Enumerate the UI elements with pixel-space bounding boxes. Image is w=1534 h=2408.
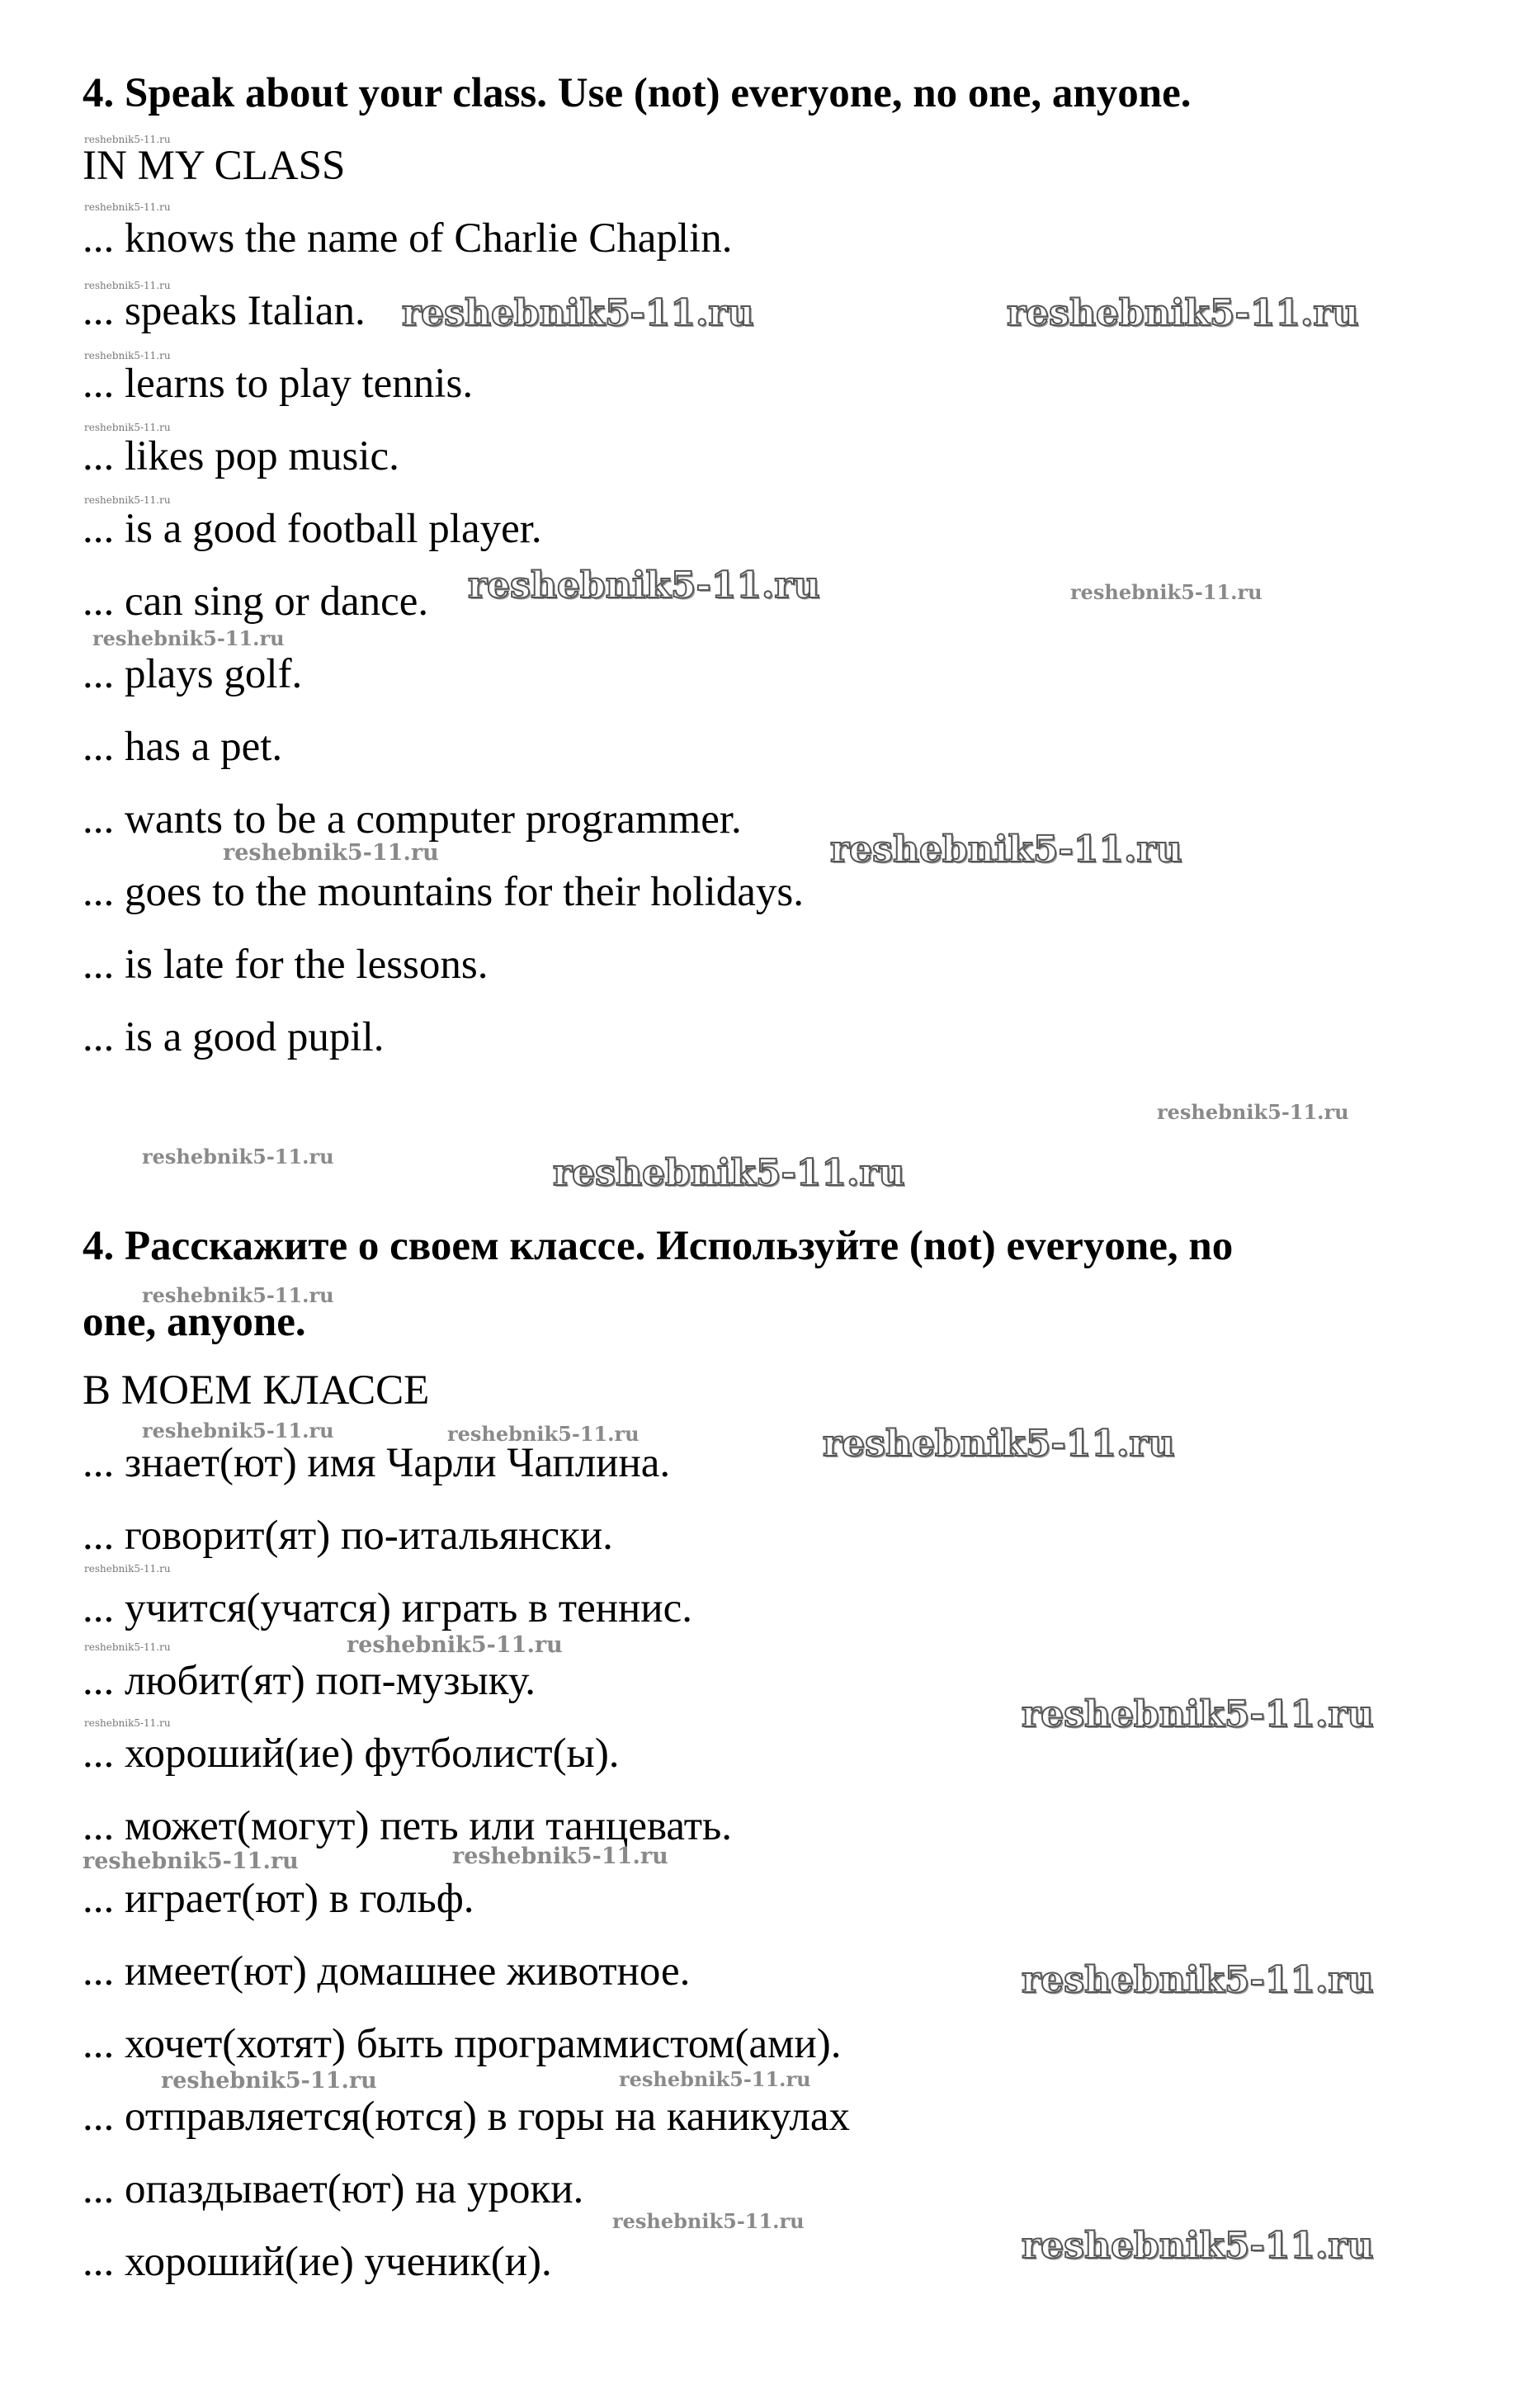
russian-line: ... опаздывает(ют) на уроки. — [83, 2166, 584, 2212]
russian-line: ... хороший(ие) ученик(и). — [83, 2239, 552, 2285]
english-subheading: IN MY CLASS — [83, 143, 346, 189]
watermark: reshebnik5-11.ru — [84, 280, 171, 291]
watermark: reshebnik5-11.ru — [84, 201, 171, 213]
watermark: reshebnik5-11.ru — [84, 494, 171, 506]
watermark: reshebnik5-11.ru — [84, 1563, 171, 1575]
watermark: reshebnik5-11.ru — [447, 1422, 640, 1446]
russian-line: ... учится(учатся) играть в теннис. — [83, 1585, 692, 1631]
english-line: ... can sing or dance. — [83, 578, 429, 625]
russian-line: ... любит(ят) поп-музыку. — [83, 1658, 536, 1704]
english-line: ... is late for the lessons. — [83, 942, 489, 988]
english-line: ... has a pet. — [83, 724, 283, 770]
watermark: reshebnik5-11.ru — [452, 1844, 668, 1869]
watermark: reshebnik5-11.ru — [553, 1152, 905, 1194]
russian-line: ... говорит(ят) по-итальянски. — [83, 1513, 613, 1559]
russian-heading-line2: one, anyone. — [83, 1299, 306, 1345]
watermark: reshebnik5-11.ru — [823, 1423, 1175, 1465]
english-heading: 4. Speak about your class. Use (not) everyone, no one, anyone. — [83, 70, 1192, 116]
watermark: reshebnik5-11.ru — [142, 1283, 334, 1307]
russian-line: ... играет(ют) в гольф. — [83, 1876, 474, 1922]
english-line: ... is a good football player. — [83, 506, 542, 552]
russian-heading-line1: 4. Расскажите о своем классе. Используйте (not) everyone, no — [83, 1223, 1234, 1269]
watermark: reshebnik5-11.ru — [84, 1641, 171, 1653]
english-line: ... likes pop music. — [83, 433, 399, 479]
watermark: reshebnik5-11.ru — [83, 1848, 299, 1874]
watermark: reshebnik5-11.ru — [142, 1419, 334, 1442]
watermark: reshebnik5-11.ru — [92, 626, 285, 650]
watermark: reshebnik5-11.ru — [84, 1717, 171, 1729]
watermark: reshebnik5-11.ru — [1022, 1959, 1374, 2001]
watermark: reshebnik5-11.ru — [84, 350, 171, 361]
watermark: reshebnik5-11.ru — [402, 292, 754, 334]
english-line: ... is a good pupil. — [83, 1014, 385, 1060]
russian-line: ... хороший(ие) футболист(ы). — [83, 1730, 620, 1777]
watermark: reshebnik5-11.ru — [1007, 292, 1359, 334]
watermark: reshebnik5-11.ru — [468, 564, 820, 607]
watermark: reshebnik5-11.ru — [161, 2068, 377, 2094]
watermark: reshebnik5-11.ru — [223, 840, 439, 866]
watermark: reshebnik5-11.ru — [84, 422, 171, 433]
english-line: ... knows the name of Charlie Chaplin. — [83, 215, 733, 262]
english-line: ... goes to the mountains for their holidays. — [83, 869, 804, 915]
russian-subheading: В МОЕМ КЛАССЕ — [83, 1367, 430, 1414]
watermark: reshebnik5-11.ru — [1070, 580, 1263, 604]
english-line: ... wants to be a computer programmer. — [83, 796, 742, 843]
english-line: ... plays golf. — [83, 651, 303, 697]
watermark: reshebnik5-11.ru — [1022, 2225, 1374, 2267]
russian-line: ... имеет(ют) домашнее животное. — [83, 1948, 691, 1995]
watermark: reshebnik5-11.ru — [142, 1145, 334, 1169]
english-line: ... speaks Italian. — [83, 288, 366, 334]
russian-line: ... знает(ют) имя Чарли Чаплина. — [83, 1440, 671, 1486]
watermark: reshebnik5-11.ru — [1022, 1693, 1374, 1735]
russian-line: ... хочет(хотят) быть программистом(ами). — [83, 2021, 842, 2067]
russian-line: ... отправляется(ются) в горы на каникулах — [83, 2094, 850, 2140]
watermark: reshebnik5-11.ru — [830, 829, 1182, 871]
watermark: reshebnik5-11.ru — [612, 2209, 805, 2233]
english-line: ... learns to play tennis. — [83, 361, 474, 407]
watermark: reshebnik5-11.ru — [619, 2067, 811, 2091]
watermark: reshebnik5-11.ru — [1157, 1100, 1349, 1124]
watermark: reshebnik5-11.ru — [84, 134, 171, 145]
russian-line: ... может(могут) петь или танцевать. — [83, 1803, 732, 1849]
watermark: reshebnik5-11.ru — [347, 1632, 563, 1658]
